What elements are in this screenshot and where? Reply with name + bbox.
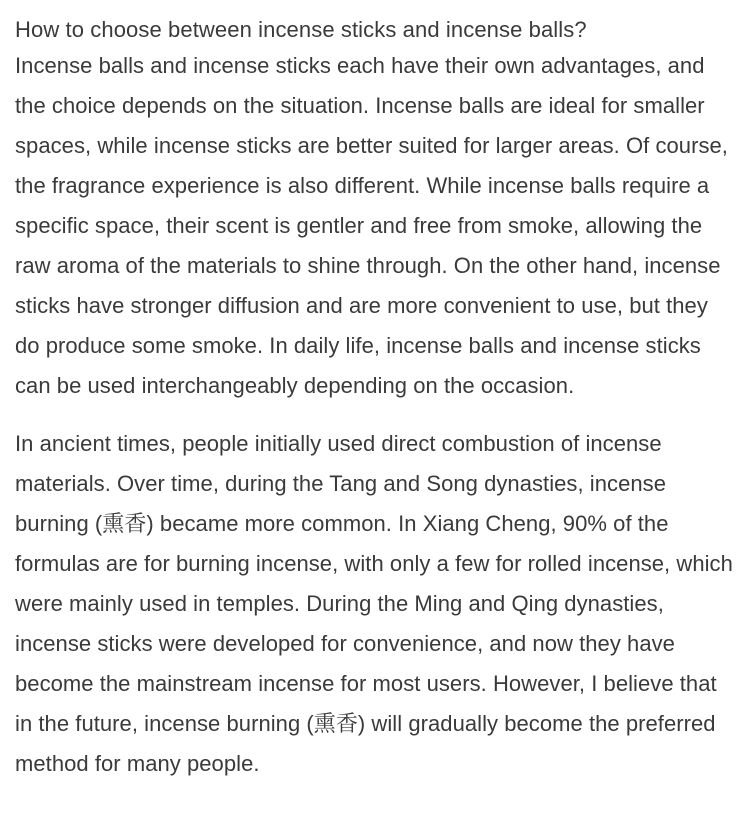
question-heading: How to choose between incense sticks and incense balls?: [15, 17, 587, 42]
paragraph-comparison: Incense balls and incense sticks each have their own advantages, and the choice depends on the situation. Incense balls are ideal for smaller spaces, while incense sticks are better suited for larger areas. Of course, the fragrance experience is also different. While incense balls require a specific space, their scent is gentler and free from smoke, allowing the raw aroma of the materials to shine through. On the other hand, incense sticks have stronger diffusion and are more convenient to use, but they do produce some smoke. In daily life, incense balls and incense sticks can be used interchangeably depending on the occasion.: [15, 53, 728, 398]
paragraph-history: In ancient times, people initially used direct combustion of incense materials. Over time, during the Tang and Song dynasties, incense burning (熏香) became more common. In Xiang Cheng, 90% of the formulas are for burning incense, with only a few for rolled incense, which were mainly used in temples. During the Ming and Qing dynasties, incense sticks were developed for convenience, and now they have become the mainstream incense for most users. However, I believe that in the future, incense burning (熏香) will gradually become the preferred method for many people.: [15, 431, 733, 776]
